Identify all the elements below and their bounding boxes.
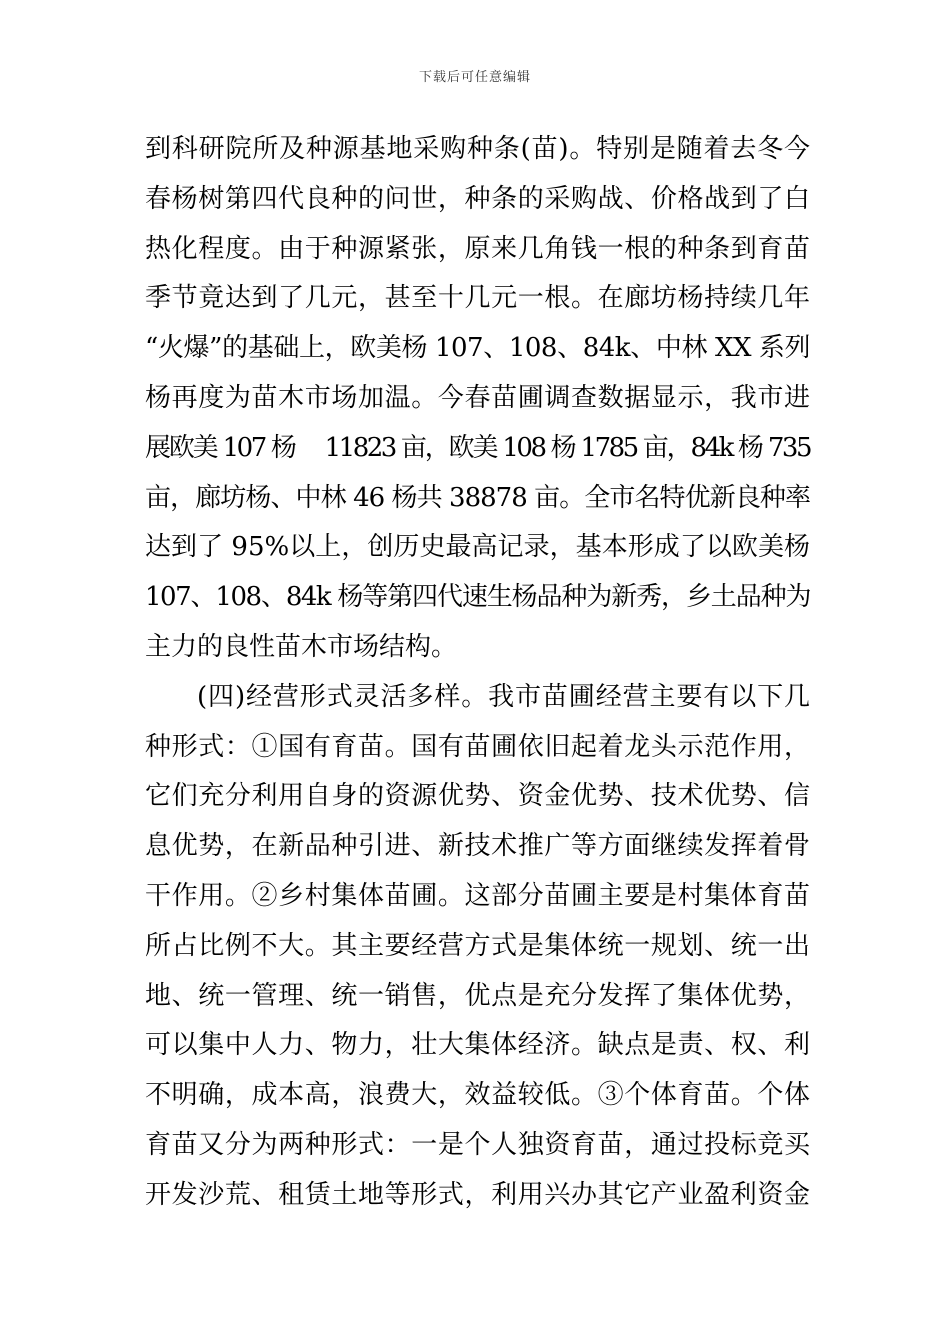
text-line: 季节竟达到了几元，甚至十几元一根。在廊坊杨持续几年 xyxy=(145,283,810,314)
text-line: 种形式：①国有育苗。国有苗圃依旧起着龙头示范作用， xyxy=(145,731,810,762)
text-line: 干作用。②乡村集体苗圃。这部分苗圃主要是村集体育苗 xyxy=(145,880,810,911)
text-line: 展欧美 107 杨 11823 亩，欧美 108 杨 1785 亩，84k 杨 735 xyxy=(145,432,810,463)
text-line: 地、统一管理、统一销售，优点是充分发挥了集体优势， xyxy=(145,980,810,1011)
text-line: 息优势，在新品种引进、新技术推广等方面继续发挥着骨 xyxy=(145,831,810,862)
text-line: 杨再度为苗木市场加温。今春苗圃调查数据显示，我市进 xyxy=(145,382,810,413)
text-line: “火爆”的基础上，欧美杨 107、108、84k、中林 XX 系列 xyxy=(145,333,810,364)
text-line: (四)经营形式灵活多样。我市苗圃经营主要有以下几 xyxy=(197,681,810,712)
text-line: 春杨树第四代良种的问世，种条的采购战、价格战到了白 xyxy=(145,183,810,214)
paragraph-2 xyxy=(145,673,810,1221)
text-line: 主力的良性苗木市场结构。 xyxy=(145,631,458,662)
paragraph-1 xyxy=(145,125,810,673)
document-body xyxy=(145,125,810,1221)
text-line: 不明确，成本高，浪费大，效益较低。③个体育苗。个体 xyxy=(145,1080,810,1111)
text-line: 107、108、84k 杨等第四代速生杨品种为新秀，乡土品种为 xyxy=(145,582,810,613)
text-line: 它们充分利用自身的资源优势、资金优势、技术优势、信 xyxy=(145,781,810,812)
text-line: 开发沙荒、租赁土地等形式，利用兴办其它产业盈利资金 xyxy=(145,1179,810,1210)
text-line: 可以集中人力、物力，壮大集体经济。缺点是责、权、利 xyxy=(145,1030,810,1061)
text-line: 到科研院所及种源基地采购种条(苗)。特别是随着去冬今 xyxy=(145,134,810,164)
page-header: 下载后可任意编辑 xyxy=(418,70,531,85)
text-line: 达到了 95%以上，创历史最高记录，基本形成了以欧美杨 xyxy=(145,532,810,563)
text-line: 所占比例不大。其主要经营方式是集体统一规划、统一出 xyxy=(145,930,810,961)
text-line: 育苗又分为两种形式：一是个人独资育苗，通过投标竞买 xyxy=(145,1129,810,1160)
text-line: 亩，廊坊杨、中林 46 杨共 38878 亩。全市名特优新良种率 xyxy=(145,482,810,513)
text-line: 热化程度。由于种源紧张，原来几角钱一根的种条到育苗 xyxy=(145,233,810,264)
